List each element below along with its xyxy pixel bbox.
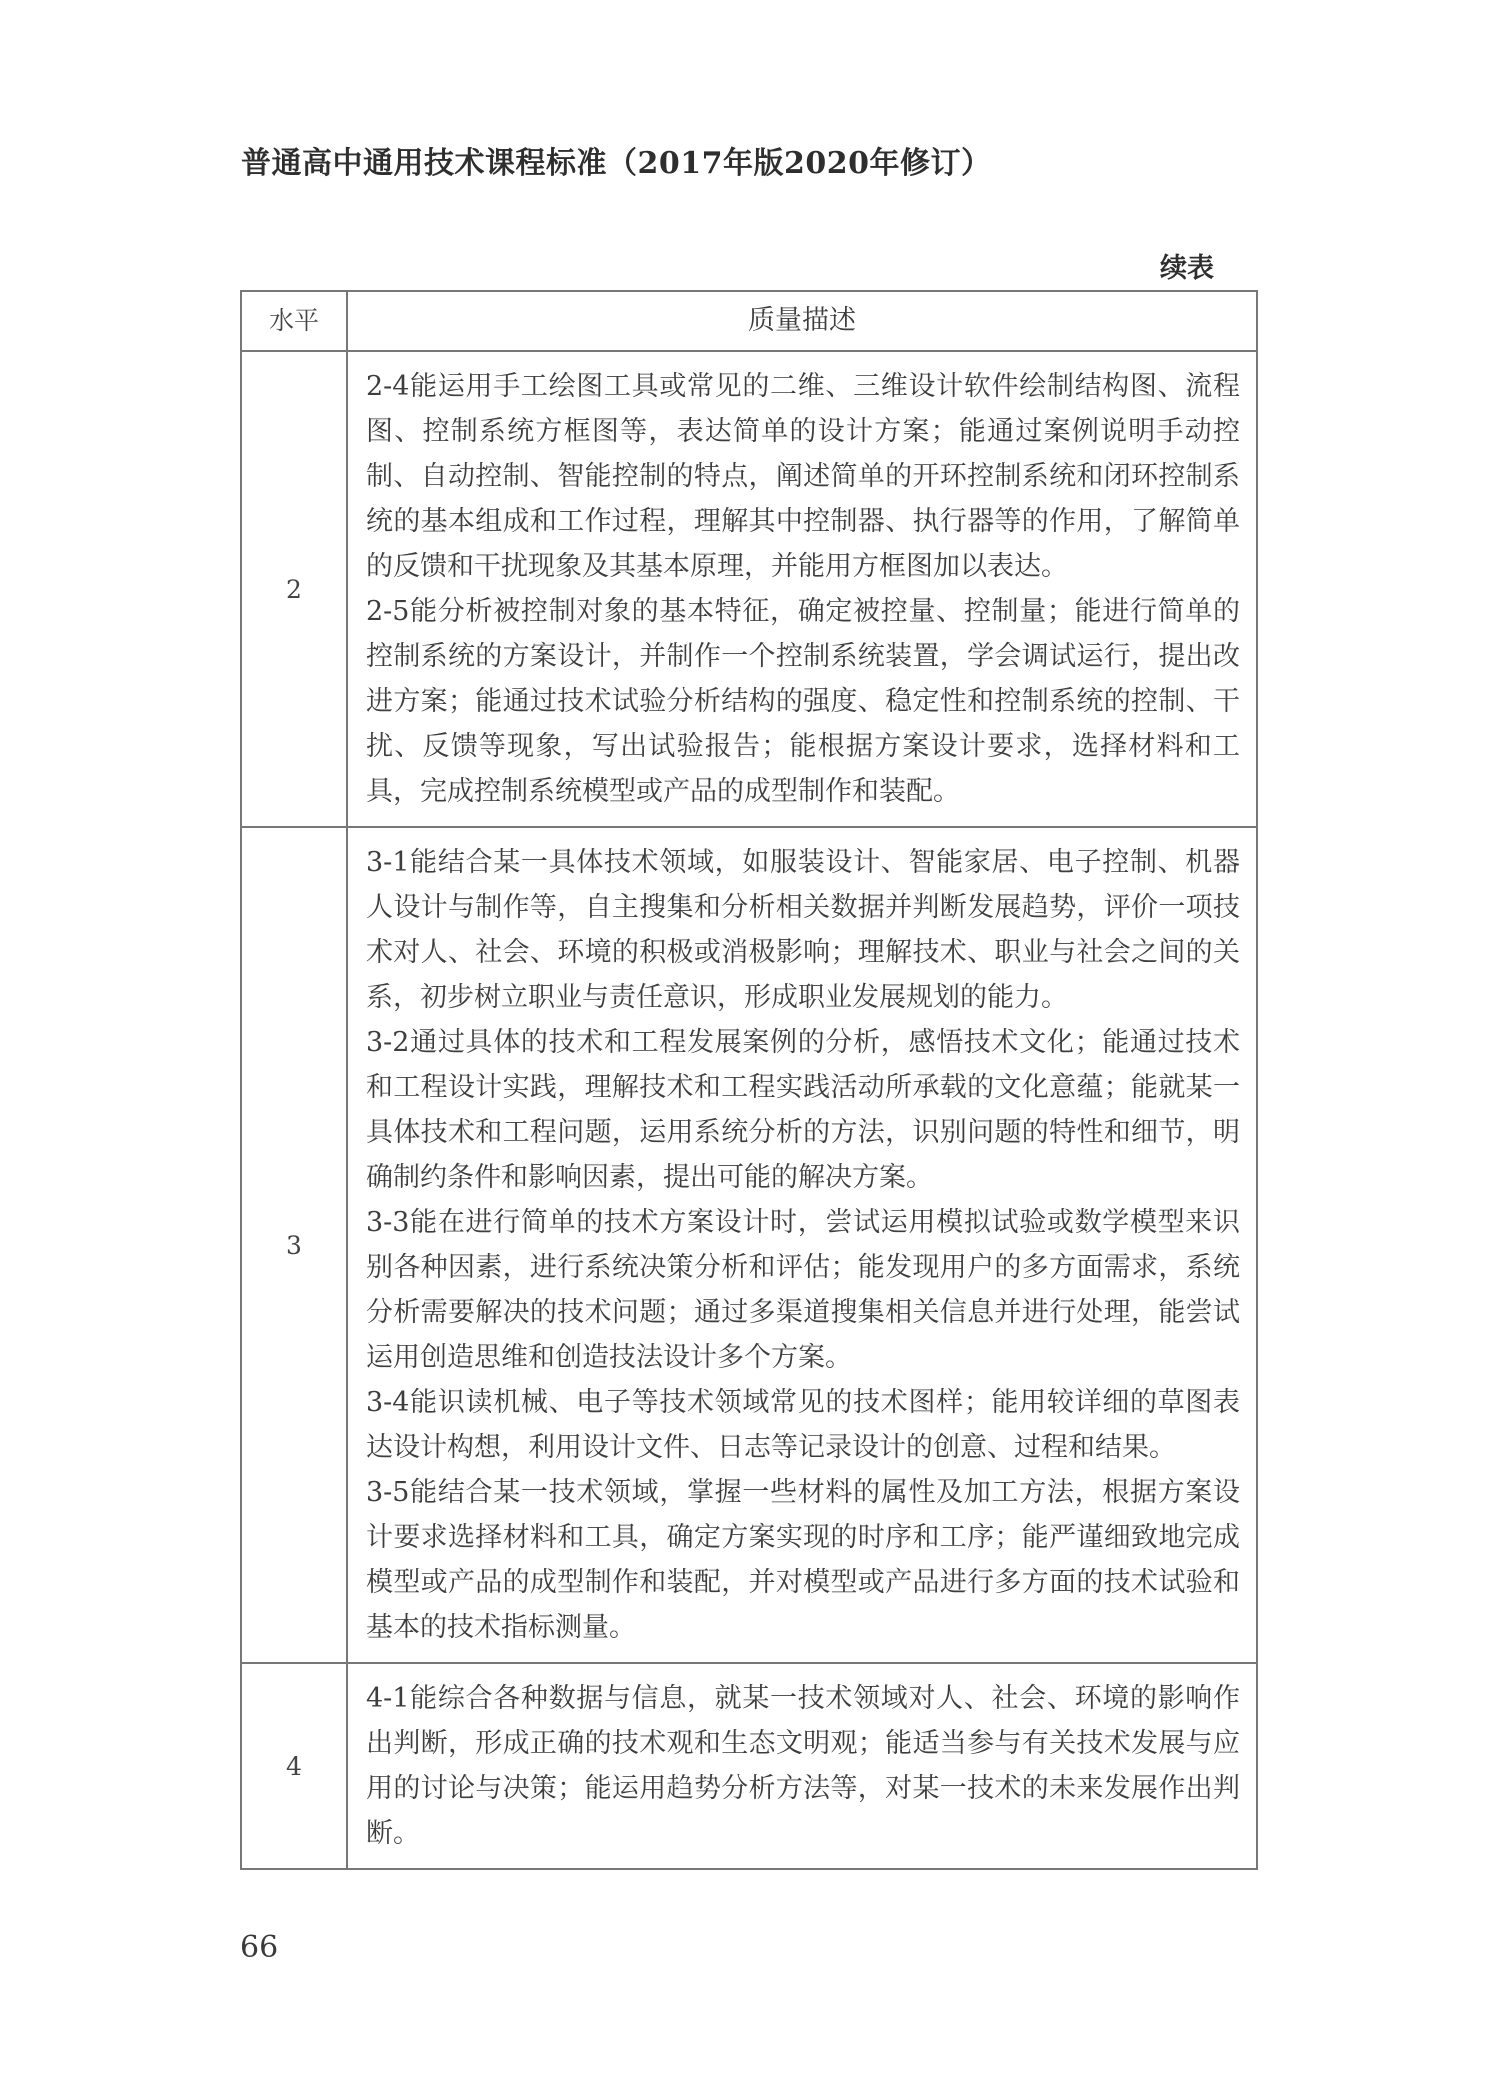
description-paragraph: 2-5能分析被控制对象的基本特征，确定被控量、控制量；能进行简单的控制系统的方案设计，并制作一个控制系统装置，学会调试运行，提出改进方案；能通过技术试验分析结构的强度、稳定性和控制系统的控制、干扰、反馈等现象，写出试验报告；能根据方案设计要求，选择材料和工具，完成控制系统模型或产品的成型制作和装配。 xyxy=(366,596,1240,807)
table-row-level-3 xyxy=(242,826,1256,1662)
table-continued-label: 续表 xyxy=(1160,253,1214,284)
column-header-level: 水平 xyxy=(242,292,348,350)
level-cell: 2 xyxy=(242,352,348,826)
description-cell xyxy=(348,1664,1256,1868)
table-row-level-2 xyxy=(242,350,1256,826)
table-row-level-4 xyxy=(242,1662,1256,1868)
quality-table xyxy=(240,290,1258,1870)
description-cell xyxy=(348,352,1256,826)
table-header-row xyxy=(242,292,1256,350)
description-paragraph: 3-5能结合某一技术领域，掌握一些材料的属性及加工方法，根据方案设计要求选择材料和工具，确定方案实现的时序和工序；能严谨细致地完成模型或产品的成型制作和装配，并对模型或产品进行多方面的技术试验和基本的技术指标测量。 xyxy=(366,1477,1240,1643)
description-cell xyxy=(348,828,1256,1662)
description-paragraph: 4-1能综合各种数据与信息，就某一技术领域对人、社会、环境的影响作出判断，形成正确的技术观和生态文明观；能适当参与有关技术发展与应用的讨论与决策；能运用趋势分析方法等，对某一技术的未来发展作出判断。 xyxy=(366,1683,1240,1849)
description-paragraph: 2-4能运用手工绘图工具或常见的二维、三维设计软件绘制结构图、流程图、控制系统方框图等，表达简单的设计方案；能通过案例说明手动控制、自动控制、智能控制的特点，阐述简单的开环控制系统和闭环控制系统的基本组成和工作过程，理解其中控制器、执行器等的作用，了解简单的反馈和干扰现象及其基本原理，并能用方框图加以表达。 xyxy=(366,371,1240,582)
level-cell: 4 xyxy=(242,1664,348,1868)
page-number: 66 xyxy=(240,1930,279,1965)
description-paragraph: 3-4能识读机械、电子等技术领域常见的技术图样；能用较详细的草图表达设计构想，利用设计文件、日志等记录设计的创意、过程和结果。 xyxy=(366,1387,1240,1463)
description-paragraph: 3-1能结合某一具体技术领域，如服装设计、智能家居、电子控制、机器人设计与制作等，自主搜集和分析相关数据并判断发展趋势，评价一项技术对人、社会、环境的积极或消极影响；理解技术、职业与社会之间的关系，初步树立职业与责任意识，形成职业发展规划的能力。 xyxy=(366,847,1240,1013)
level-cell: 3 xyxy=(242,828,348,1662)
description-paragraph: 3-2通过具体的技术和工程发展案例的分析，感悟技术文化；能通过技术和工程设计实践，理解技术和工程实践活动所承载的文化意蕴；能就某一具体技术和工程问题，运用系统分析的方法，识别问题的特性和细节，明确制约条件和影响因素，提出可能的解决方案。 xyxy=(366,1027,1240,1193)
running-header: 普通高中通用技术课程标准（2017年版2020年修订） xyxy=(241,146,992,181)
description-paragraph: 3-3能在进行简单的技术方案设计时，尝试运用模拟试验或数学模型来识别各种因素，进行系统决策分析和评估；能发现用户的多方面需求，系统分析需要解决的技术问题；通过多渠道搜集相关信息并进行处理，能尝试运用创造思维和创造技法设计多个方案。 xyxy=(366,1207,1240,1373)
column-header-description: 质量描述 xyxy=(748,305,856,336)
